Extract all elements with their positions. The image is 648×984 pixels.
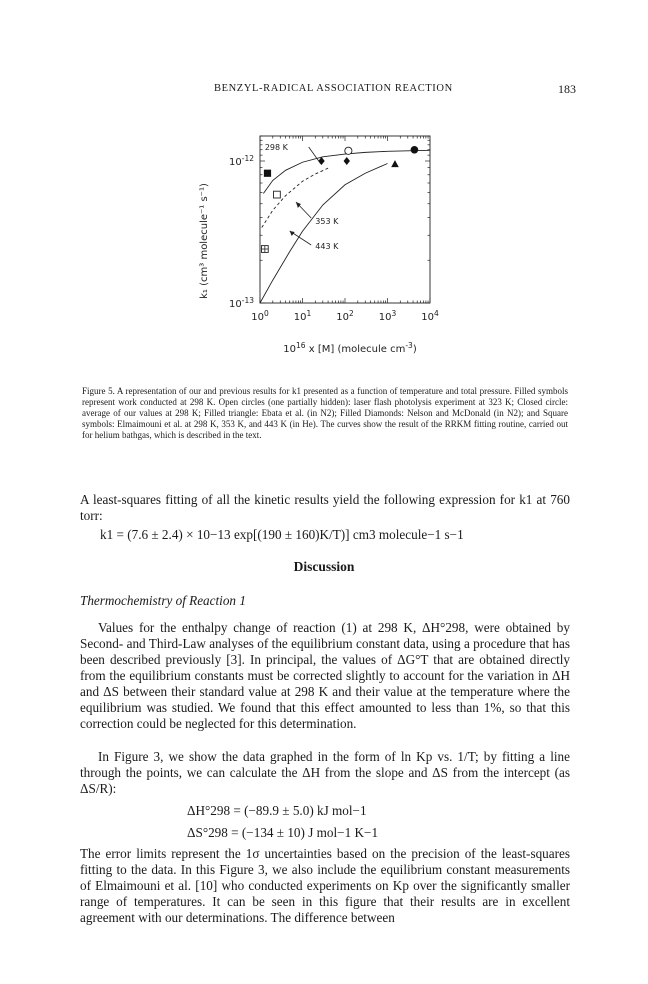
data-point-filled-circle (411, 146, 419, 154)
equation-k1: k1 = (7.6 ± 2.4) × 10−13 exp[(190 ± 160)K/T)] cm3 molecule−1 s−1 (100, 527, 464, 542)
data-point-filled-square (264, 170, 271, 177)
figure-5-chart (190, 125, 480, 360)
data-point-open-square (274, 191, 281, 198)
paragraph-3-text: The error limits represent the 1σ uncertainties based on the precision of the least-squares fitting to the data. In this Figure 3, we also include the equilibrium constant measurements of Elmaimouni et al. [10] who conducted experiments on Kp over the significantly smaller range of temperatures. It can be seen in this figure that their results are in excellent agreement with our determinations. The difference between (80, 846, 570, 925)
x-tick-label: $10^3$ (378, 309, 397, 323)
curve-label-443k: 443 K (315, 242, 339, 251)
section-heading-discussion: Discussion (293, 559, 355, 574)
data-point-filled-triangle (391, 160, 399, 167)
arrow-298k (309, 147, 321, 164)
paragraph-1 (80, 620, 570, 732)
data-point-open-circle (345, 147, 352, 154)
rrkm-curve-443k (260, 164, 388, 303)
paragraph-2 (80, 749, 570, 797)
paragraph-2-text: In Figure 3, we show the data graphed in the form of ln Kp vs. 1/T; by fitting a line through the points, we can calculate the ΔH from the slope and ΔS from the intercept (as ΔS/R): (80, 749, 570, 796)
paragraph-1-text: Values for the enthalpy change of reaction (1) at 298 K, ΔH°298, were obtained by Second- and Third-Law analyses of the equilibrium constant data, using a procedure that has been described previously [3]. In principal, the values of ΔG°T that are obtained directly from the equilibrium constants must be corrected slightly to account for the variation in ΔH and ΔS between their standard value at 298 K and their value at the temperature where the equilibrium was studied. We found that this effect amounted to less than 1%, so that this correction could be neglected for this determination. (80, 620, 570, 731)
plot-points (261, 146, 418, 252)
figure-caption-text: Figure 5. A representation of our and previous results for k1 presented as a function of temperature and total pressure. Filled symbols represent work conducted at 298 K. Open circles (one partially hidden): laser flash photolysis experiment at 323 K; Closed circle: average of our values at 298 K; Filled triangle: Ebata et al. (in N2); Filled Diamonds: Nelson and McDonald (in N2); and Square symbols: Elmaimouni et al. at 298 K, 353 K, and 443 K (in He). The curves show the result of the RRKM fitting routine, carried out for helium bathgas, which is described in the text. (82, 386, 568, 441)
x-tick-label: $10^0$ (251, 309, 269, 323)
page-number: 183 (558, 82, 576, 96)
arrow-353k-head (296, 202, 301, 208)
curve-label-298k: 298 K (264, 143, 288, 152)
x-axis-label: $10^{16}$ x [M] (molecule $cm^{-3}$) (283, 341, 417, 355)
y-tick-label: $10^{-13}$ (229, 296, 254, 310)
plot-tick-labels (229, 154, 439, 355)
running-head: BENZYL-RADICAL ASSOCIATION REACTION (214, 83, 453, 94)
x-tick-label: $10^1$ (293, 309, 312, 323)
paragraph-fit: A least-squares fitting of all the kinetic results yield the following expression for k1 at 760 torr: (80, 492, 570, 523)
figure-caption (82, 386, 568, 441)
curve-label-353k: 353 K (315, 217, 339, 226)
equation-delta-s: ΔS°298 = (−134 ± 10) J mol−1 K−1 (187, 825, 379, 840)
rrkm-curve-298k (263, 150, 430, 193)
x-tick-label: $10^2$ (336, 309, 354, 323)
x-tick-label: $10^4$ (421, 309, 439, 323)
data-point-filled-diamond (344, 157, 350, 165)
equation-delta-h: ΔH°298 = (−89.9 ± 5.0) kJ mol−1 (187, 803, 367, 818)
y-axis-label: k₁ (cm³ molecule⁻¹ s⁻¹) (199, 183, 210, 299)
y-tick-label: $10^{-12}$ (229, 154, 254, 169)
paragraph-3 (80, 846, 570, 926)
subsection-heading-thermochemistry: Thermochemistry of Reaction 1 (80, 593, 246, 608)
plot-curves (260, 150, 430, 303)
